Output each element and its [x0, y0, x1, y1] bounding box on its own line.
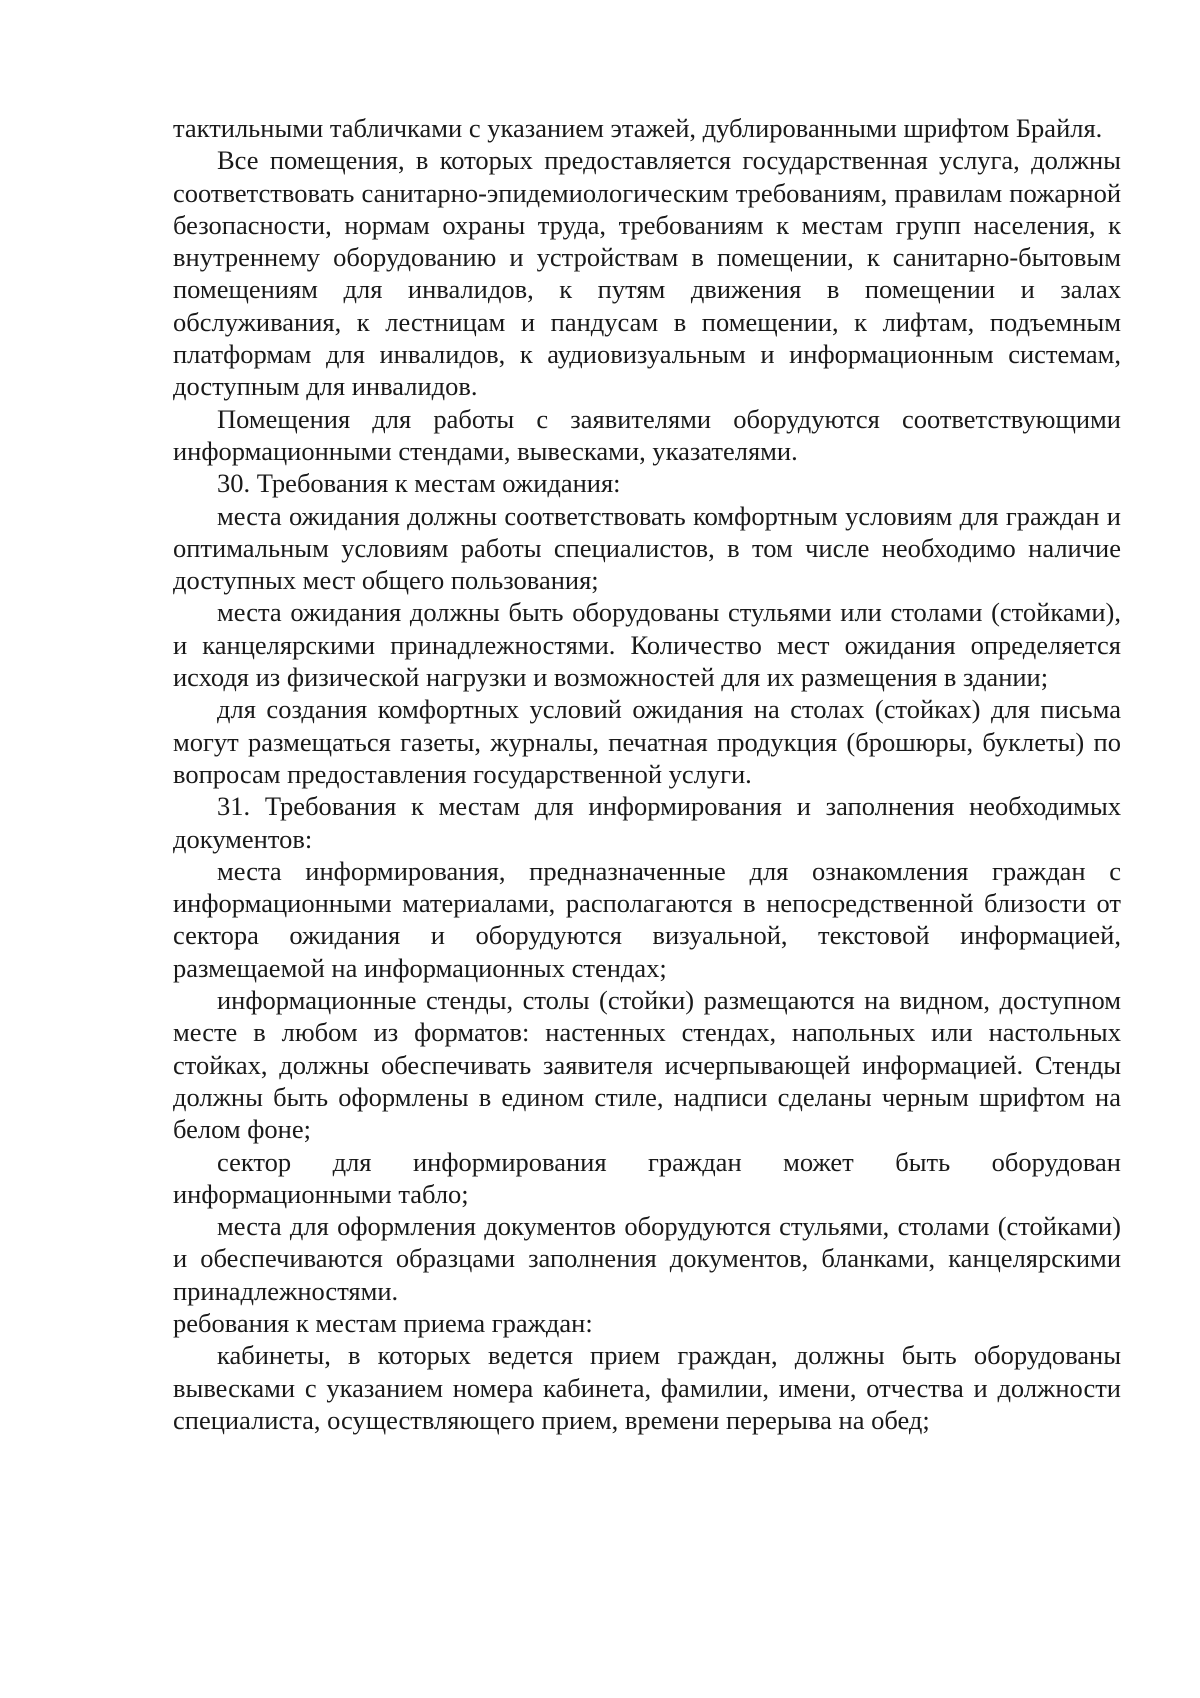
paragraph-premises-requirements: Все помещения, в которых предоставляется государственная услуга, должны соответствовать санитарно-эпидемиологическим требованиям, правилам пожарной безопасности, нормам охраны труда, требованиям к местам групп населения, к внутреннему оборудованию и устройствам в помещении, к санитарно-бытовым помещениям для инвалидов, к путям движения в помещении и залах обслуживания, к лестницам и пандусам в помещении, к лифтам, подъемным платформам для инвалидов, к аудиовизуальным и информационным системам, доступным для инвалидов. — [173, 145, 1121, 402]
section-31-heading: 31. Требования к местам для информирования и заполнения необходимых документов: — [173, 791, 1121, 854]
paragraph-waiting-comfort: места ожидания должны соответствовать комфортным условиям для граждан и оптимальным условиям работы специалистов, в том числе необходимо наличие доступных мест общего пользования; — [173, 500, 1121, 596]
paragraph-info-sector: сектор для информирования граждан может быть оборудован информационными табло; — [173, 1146, 1121, 1209]
paragraph-waiting-printed-materials: для создания комфортных условий ожидания на столах (стойках) для письма могут размещаться газеты, журналы, печатная продукция (брошюры, буклеты) по вопросам предоставления государственной услуги. — [173, 694, 1121, 789]
paragraph-continuation: тактильными табличками с указанием этажей, дублированными шрифтом Брайля. — [173, 113, 1103, 143]
section-30-heading: 30. Требования к местам ожидания: — [217, 468, 621, 499]
document-body — [173, 112, 1121, 1436]
paragraph-reception-offices: кабинеты, в которых ведется прием граждан, должны быть оборудованы вывесками с указанием номера кабинета, фамилии, имени, отчества и должности специалиста, осуществляющего прием, времени перерыва на обед; — [173, 1340, 1121, 1435]
paragraph-document-places: места для оформления документов оборудуются стульями, столами (стойками) и обеспечиваются образцами заполнения документов, бланками, канцелярскими принадлежностями. — [173, 1211, 1121, 1306]
paragraph-info-places: места информирования, предназначенные для ознакомления граждан с информационными материалами, располагаются в непосредственной близости от сектора ожидания и оборудуются визуальной, текстовой информацией, размещаемой на информационных стендах; — [173, 855, 1121, 983]
paragraph-premises-stands: Помещения для работы с заявителями оборудуются соответствующими информационными стендами, вывесками, указателями. — [173, 403, 1121, 466]
paragraph-info-stands: информационные стенды, столы (стойки) размещаются на видном, доступном месте в любом из форматов: настенных стендах, напольных или настольных стойках, должны обеспечивать заявителя исчерпывающей информацией. Стенды должны быть оформлены в едином стиле, надписи сделаны черным шрифтом на белом фоне; — [173, 985, 1121, 1145]
paragraph-waiting-equipment: места ожидания должны быть оборудованы стульями или столами (стойками), и канцелярскими принадлежностями. Количество мест ожидания определяется исходя из физической нагрузки и возможностей для их размещения в здании; — [173, 597, 1121, 693]
section-reception-heading: ребования к местам приема граждан: — [173, 1307, 593, 1338]
